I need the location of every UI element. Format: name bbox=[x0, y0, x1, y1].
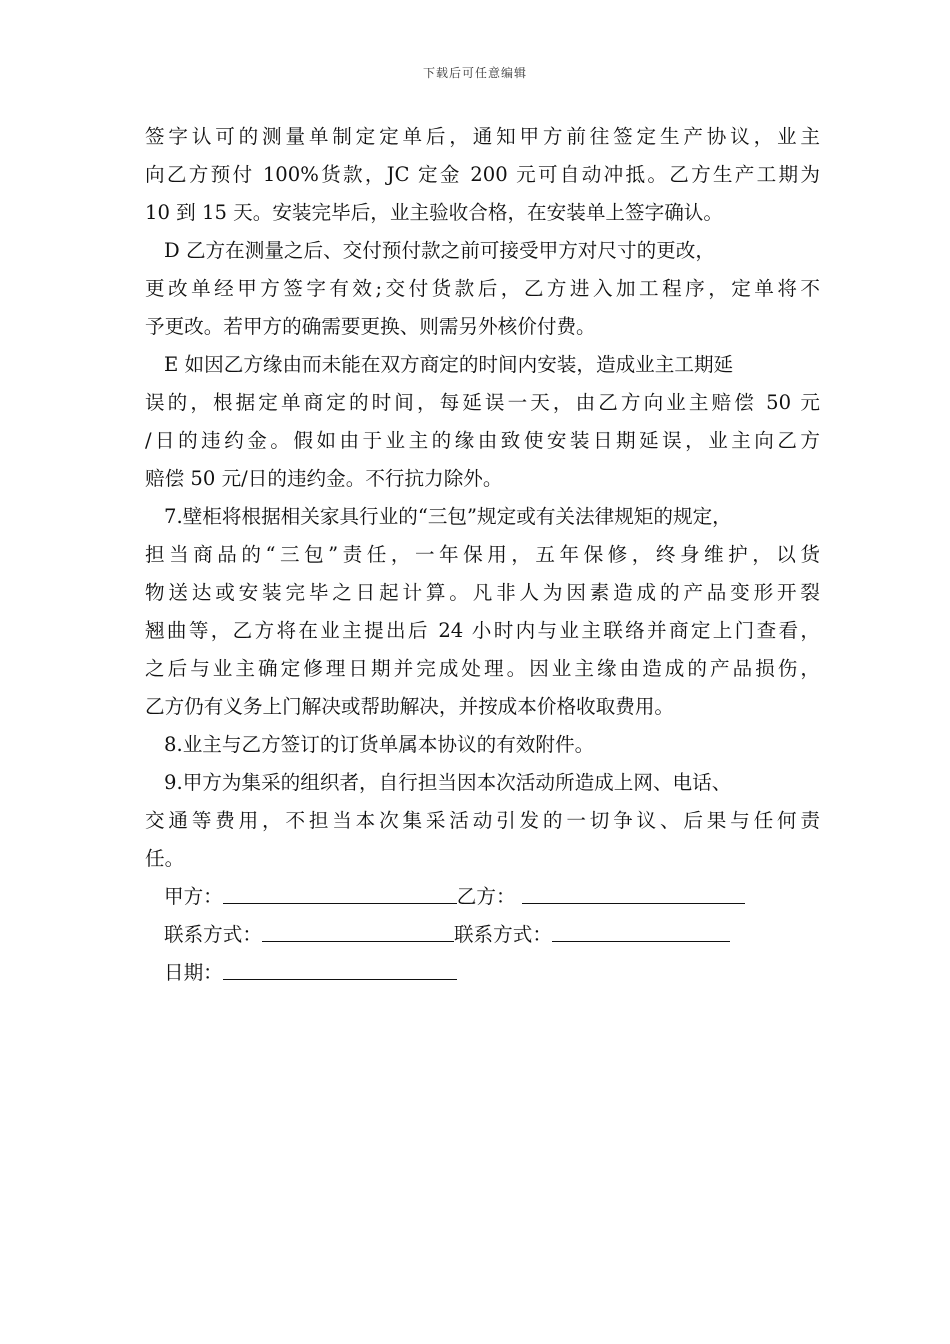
text-line: 物送达或安装完毕之日起计算。凡非人为因素造成的产品变形开裂 bbox=[145, 581, 820, 604]
text-line: 担当商品的“三包”责任，一年保用，五年保修，终身维护，以货 bbox=[145, 543, 820, 566]
party-a-label: 甲方： bbox=[164, 885, 223, 908]
text-line: 签字认可的测量单制定定单后，通知甲方前往签定生产协议，业主 bbox=[145, 125, 820, 148]
text-line: 乙方仍有义务上门解决或帮助解决，并按成本价格收取费用。 bbox=[145, 695, 675, 718]
date-blank[interactable] bbox=[223, 955, 457, 980]
text-line: 向乙方预付 100%货款，JC 定金 200 元可自动冲抵。乙方生产工期为 bbox=[145, 163, 820, 186]
text-line: 交通等费用，不担当本次集采活动引发的一切争议、后果与任何责 bbox=[145, 809, 820, 832]
text-line: 之后与业主确定修理日期并完成处理。因业主缘由造成的产品损伤， bbox=[145, 657, 820, 680]
text-line: 7.壁柜将根据相关家具行业的“三包”规定或有关法律规矩的规定， bbox=[164, 505, 732, 528]
text-line: 翘曲等，乙方将在业主提出后 24 小时内与业主联络并商定上门查看， bbox=[145, 619, 820, 642]
contact-b-label: 联系方式： bbox=[453, 923, 552, 946]
text-line: 赔偿 50 元/日的违约金。不行抗力除外。 bbox=[145, 467, 503, 490]
party-b-blank[interactable] bbox=[522, 879, 745, 904]
text-line: D 乙方在测量之后、交付预付款之前可接受甲方对尺寸的更改， bbox=[164, 239, 715, 262]
text-line: 8.业主与乙方签订的订货单属本协议的有效附件。 bbox=[164, 733, 595, 756]
date-label: 日期： bbox=[164, 961, 223, 984]
party-b-label: 乙方： bbox=[456, 885, 516, 908]
text-line: 误的，根据定单商定的时间，每延误一天，由乙方向业主赔偿 50 元 bbox=[145, 391, 820, 414]
text-line: /日的违约金。假如由于业主的缘由致使安装日期延误，业主向乙方 bbox=[145, 429, 820, 452]
contact-a-label: 联系方式： bbox=[164, 923, 262, 946]
page-header: 下载后可任意编辑 bbox=[422, 66, 527, 80]
document-body bbox=[145, 118, 820, 992]
text-line: 任。 bbox=[145, 847, 185, 870]
text-line: 更改单经甲方签字有效;交付货款后，乙方进入加工程序，定单将不 bbox=[145, 277, 820, 300]
signature-row-contact bbox=[145, 916, 820, 954]
contact-b-blank[interactable] bbox=[552, 917, 730, 942]
party-a-blank[interactable] bbox=[223, 879, 457, 904]
text-line: 9.甲方为集采的组织者，自行担当因本次活动所造成上网、电话、 bbox=[164, 771, 732, 794]
signature-row-parties bbox=[145, 878, 820, 916]
text-line: 予更改。若甲方的确需要更换、则需另外核价付费。 bbox=[145, 315, 596, 338]
signature-row-date bbox=[145, 954, 820, 992]
paragraph-lines bbox=[145, 118, 820, 878]
text-line: E 如因乙方缘由而未能在双方商定的时间内安装，造成业主工期延 bbox=[164, 353, 734, 376]
text-line: 10 到 15 天。安装完毕后，业主验收合格，在安装单上签字确认。 bbox=[145, 201, 723, 224]
contact-a-blank[interactable] bbox=[262, 917, 454, 942]
